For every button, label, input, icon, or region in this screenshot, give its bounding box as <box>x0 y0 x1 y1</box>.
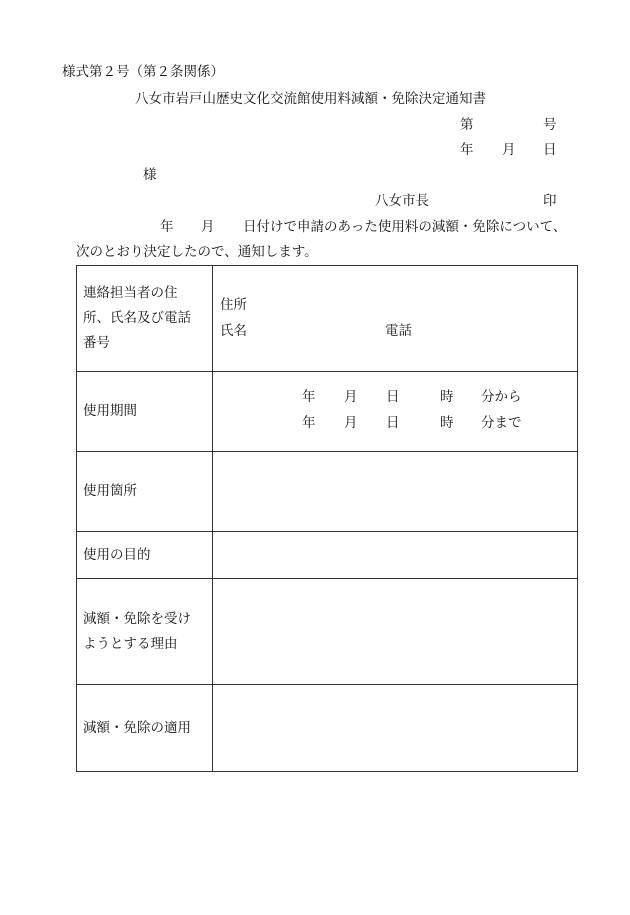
location-label: 使用箇所 <box>77 452 213 532</box>
document-title: 八女市岩戸山歴史文化交流館使用料減額・免除決定通知書 <box>135 91 486 107</box>
purpose-value-cell[interactable] <box>213 532 578 579</box>
reason-label-line: ようとする理由 <box>83 635 178 652</box>
body-date-year: 年 <box>160 219 174 235</box>
period-from-month: 月 <box>344 389 358 405</box>
table-row-contact <box>77 266 578 372</box>
form-number: 様式第２号（第２条関係） <box>62 64 224 80</box>
period-from-hour: 時 <box>440 389 454 405</box>
contact-label-line: 番号 <box>83 335 110 351</box>
body-line-1: 日付けで申請のあった使用料の減額・免除について、 <box>243 219 567 235</box>
application-label: 減額・免除の適用 <box>77 685 213 772</box>
table-row-purpose <box>77 532 578 579</box>
doc-date-day: 日 <box>543 142 557 158</box>
contact-label-line: 所、氏名及び電話 <box>83 310 191 326</box>
doc-date-month: 月 <box>502 142 516 158</box>
reason-label <box>77 579 213 685</box>
table-row-reason <box>77 579 578 685</box>
doc-number-go: 号 <box>543 117 557 133</box>
location-value-cell[interactable] <box>213 452 578 532</box>
contact-value-cell[interactable] <box>213 266 578 372</box>
period-label: 使用期間 <box>77 372 213 452</box>
application-table <box>76 265 578 772</box>
body-line-2: 次のとおり決定したので、通知します。 <box>76 244 318 260</box>
reason-label-line: 減額・免除を受け <box>83 610 191 627</box>
address-label: 住所 <box>220 297 247 313</box>
doc-date-year: 年 <box>460 142 474 158</box>
doc-number-dai: 第 <box>460 117 474 133</box>
body-date-month: 月 <box>201 219 215 235</box>
phone-label: 電話 <box>385 323 412 339</box>
recipient-suffix: 様 <box>143 167 157 183</box>
period-value-cell[interactable] <box>213 372 578 452</box>
period-to-year: 年 <box>302 415 316 431</box>
contact-label <box>77 266 213 372</box>
period-to-day: 日 <box>386 415 400 431</box>
period-to-hour: 時 <box>440 415 454 431</box>
name-label: 氏名 <box>220 323 247 339</box>
table-row-location <box>77 452 578 532</box>
period-from-suffix: 分から <box>481 389 522 405</box>
period-to-month: 月 <box>344 415 358 431</box>
purpose-label: 使用の目的 <box>77 532 213 579</box>
contact-label-line: 連絡担当者の住 <box>83 285 178 301</box>
reason-value-cell[interactable] <box>213 579 578 685</box>
table-row-period <box>77 372 578 452</box>
issuer-name: 八女市長 <box>375 193 429 209</box>
application-value-cell[interactable] <box>213 685 578 772</box>
issuer-seal: 印 <box>543 193 557 209</box>
table-row-application <box>77 685 578 772</box>
period-from-year: 年 <box>302 389 316 405</box>
period-from-day: 日 <box>386 389 400 405</box>
period-to-suffix: 分まで <box>481 415 522 431</box>
